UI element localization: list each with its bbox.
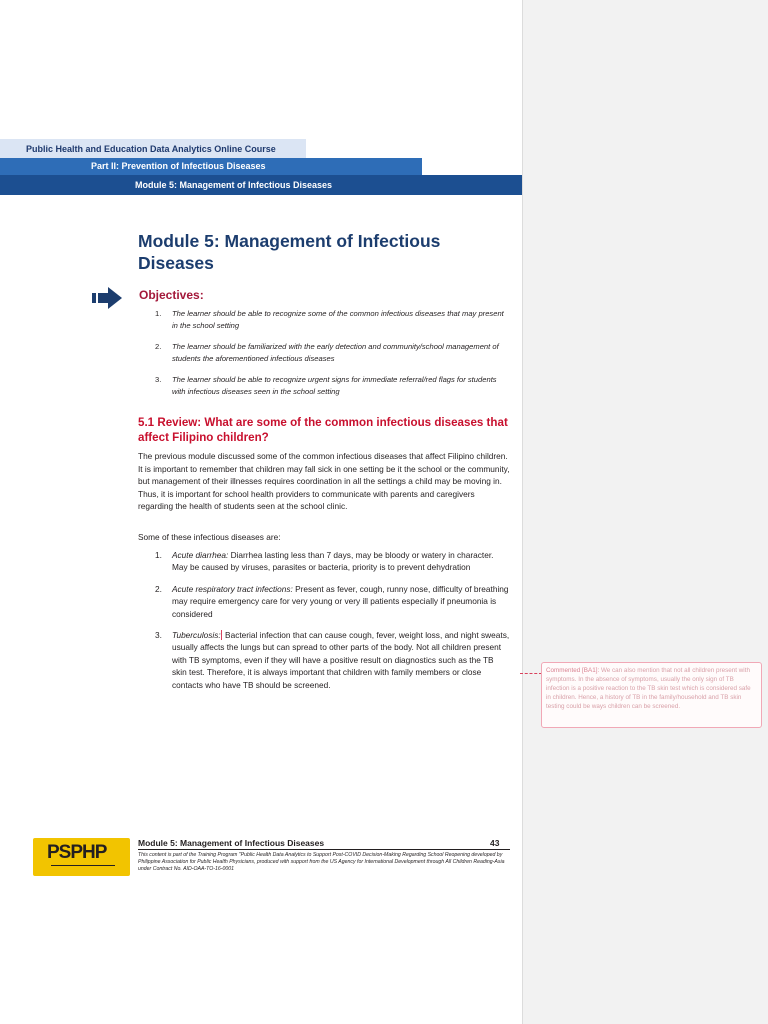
page-number: 43: [490, 838, 500, 848]
disease-term: Acute respiratory tract infections:: [172, 583, 293, 594]
disease-item: [155, 629, 510, 691]
logo-text: PSPHP: [47, 842, 107, 863]
disease-list: [155, 549, 510, 700]
comment-tag: Commented [BA1]:: [546, 667, 600, 674]
module-header-title: Module 5: Management of Infectious Diseases: [135, 180, 333, 190]
objective-item: [155, 341, 505, 364]
page-title: Module 5: Management of Infectious Diseases: [138, 231, 441, 273]
module-header-band: [0, 175, 575, 195]
disease-term: Acute diarrhea:: [172, 550, 229, 560]
intro-paragraph: The previous module discussed some of the common infectious diseases that affect Filipino children. It is important to remember that children may fall sick in one setting be it the school or the community, but management of their illnesses requires coordination in all the settings a child may be moving in. Thus, it is important for school health providers to communicate with parents and caregivers regarding the health of students seen at the school clinic.: [138, 451, 510, 512]
objective-number: 1.: [155, 309, 162, 318]
commented-text[interactable]: Bacterial infection that can cause cough, fever, weight loss, and night sweats, usually affects the lungs but can spread to other parts of the body.: [172, 630, 510, 653]
disease-description: [172, 629, 510, 691]
section-heading: 5.1 Review: What are some of the common infectious diseases that affect Filipino children?: [138, 416, 508, 444]
right-arrow-icon: [92, 287, 122, 309]
disease-description: [172, 583, 510, 620]
footer-title: Module 5: Management of Infectious Diseases: [138, 838, 325, 848]
course-title: Public Health and Education Data Analytics Online Course: [26, 144, 276, 154]
objective-number: 2.: [155, 342, 162, 351]
disease-text: Present as fever, cough, runny nose, difficulty of breathing may require emergency care for very young or very ill patients especially if pneumonia is considered: [172, 583, 509, 619]
course-header-band: [0, 139, 306, 158]
objective-text: The learner should be familiarized with the early detection and community/school management of students the aforementioned infectious diseases: [172, 342, 499, 363]
disease-item: [155, 583, 510, 620]
comment-balloon[interactable]: [541, 662, 762, 728]
objective-item: [155, 374, 505, 397]
disease-text: Diarrhea lasting less than 7 days, may be bloody or watery in character. May be caused by viruses, parasites or bacteria, priority is to prevent dehydration: [172, 550, 494, 573]
objective-item: [155, 308, 505, 331]
logo-underline: [51, 865, 115, 873]
objectives-heading: Objectives:: [139, 288, 204, 302]
disease-number: 3.: [155, 630, 162, 641]
disease-number: 1.: [155, 550, 162, 560]
part-title: Part II: Prevention of Infectious Diseases: [91, 161, 266, 171]
footer-note: This content is part of the Training Program "Public Health Data Analytics to Support Post-COVID Decision-Making Regarding School Reopening developed by Philippine Association for Public Health Physicians, produced with support from the US Agency for International Development through All Children Reading-Asia under Contract No. AID-OAA-TO-16-0001: [138, 852, 505, 872]
disease-item: [155, 549, 510, 574]
disease-text: Not all children present with TB symptoms, even if they will have a positive result on diagnostics such as the TB skin test. Therefore, it is always important that children with family members or close contacts who have TB should be screened.: [172, 642, 502, 690]
objective-number: 3.: [155, 375, 162, 384]
comment-connector: [520, 673, 542, 674]
objective-text: The learner should be able to recognize urgent signs for immediate referral/red flags for students with infectious diseases seen in the school setting: [172, 375, 497, 396]
objectives-list: [155, 308, 505, 407]
objective-text: The learner should be able to recognize some of the common infectious diseases that may present in the school setting: [172, 309, 504, 330]
comment-text: We can also mention that not all children present with symptoms. In the absence of symptoms, usually the only sign of TB infection is a positive reaction to the TB skin test which is considered safe in children. Hence, a history of TB in the family/household and TB skin testing could be ways children can be screened.: [546, 667, 751, 710]
list-intro-paragraph: Some of these infectious diseases are:: [138, 532, 281, 542]
footer-divider: [138, 849, 510, 850]
disease-term: Tuberculosis:: [172, 630, 221, 641]
disease-number: 2.: [155, 583, 162, 594]
disease-description: [172, 549, 510, 574]
comments-margin-pane: [522, 0, 768, 1024]
psphp-logo: [33, 838, 130, 876]
part-header-band: [0, 158, 422, 175]
